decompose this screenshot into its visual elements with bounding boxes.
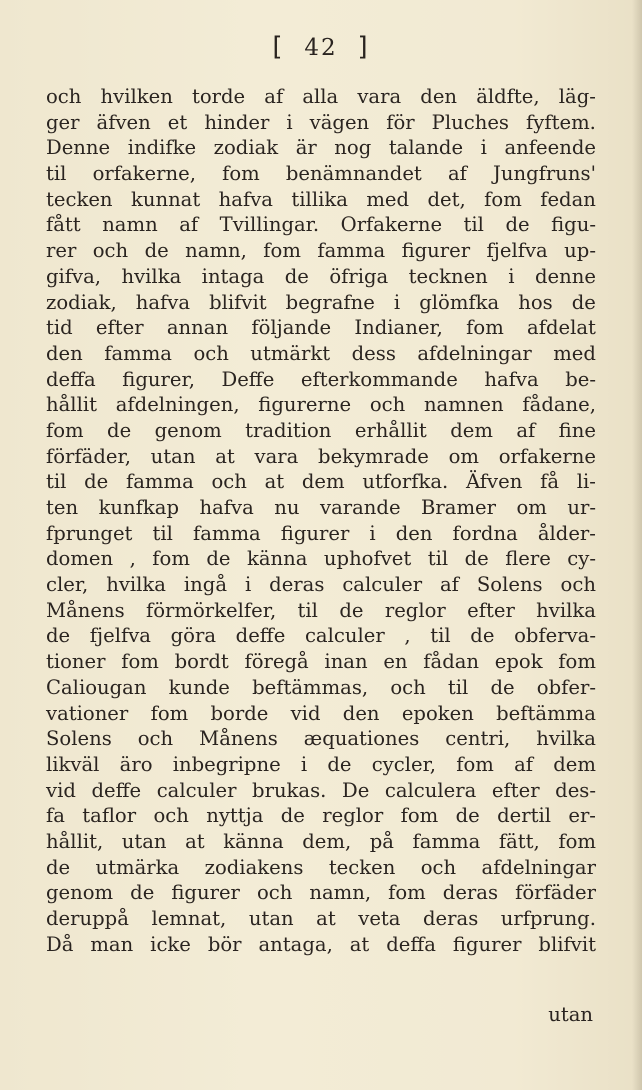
text-line: til de famma och at dem utforfka. Äfven få li- — [46, 470, 596, 494]
text-line: Månens förmörkelfer, til de reglor efter hvilka — [46, 598, 596, 622]
bracket-right: ] — [355, 32, 374, 62]
text-line: och hvilken torde af alla vara den äldfte, läg- — [46, 85, 596, 108]
text-line: fprunget til famma figurer i den fordna ålder- — [46, 521, 596, 545]
text-line: ten kunfkap hafva nu varande Bramer om ur- — [46, 496, 596, 519]
text-line: hållit afdelningen, figurerne och namnen fådane, — [46, 393, 596, 417]
text-line: vationer fom borde vid den epoken beftämma — [46, 701, 596, 725]
text-line: förfäder, utan at vara bekymrade om orfakerne — [46, 444, 596, 468]
text-line: Caliougan kunde beftämmas, och til de obfer- — [46, 675, 596, 699]
text-line: til orfakerne, fom benämnandet af Jungfruns' — [46, 162, 596, 186]
text-line: fått namn af Tvillingar. Orfakerne til de figu- — [46, 213, 596, 237]
text-line: Solens och Månens æquationes centri, hvilka — [46, 727, 596, 751]
bracket-left: [ — [268, 32, 287, 62]
text-line: de fjelfva göra deffe calculer , til de obferva- — [46, 624, 596, 648]
text-line: tecken kunnat hafva tillika med det, fom fedan — [46, 187, 596, 211]
page-number: 42 — [304, 35, 338, 61]
text-line: likväl äro inbegripne i de cycler, fom af dem — [46, 752, 596, 776]
text-line: tioner fom bordt föregå inan en fådan epok fom — [46, 650, 596, 674]
text-line: Då man icke bör antaga, at deffa figurer blifvit — [46, 932, 596, 956]
text-line: fom de genom tradition erhållit dem af fine — [46, 418, 596, 442]
body-text — [46, 84, 596, 957]
text-line: rer och de namn, fom famma figurer fjelfva up- — [46, 239, 596, 263]
text-line: ger äfven et hinder i vägen för Pluches fyftem. — [46, 110, 596, 134]
text-line: fa taflor och nyttja de reglor fom de dertil er- — [46, 804, 596, 828]
text-line: Denne indifke zodiak är nog talande i anfeende — [46, 136, 596, 160]
text-line: deruppå lemnat, utan at veta deras urfprung. — [46, 907, 596, 930]
text-line: domen , fom de känna uphofvet til de flere cy- — [46, 547, 596, 571]
page-header — [0, 32, 642, 62]
text-line: de utmärka zodiakens tecken och afdelningar — [46, 855, 596, 879]
text-line: vid deffe calculer brukas. De calculera efter des- — [46, 778, 596, 802]
text-line: hållit, utan at känna dem, på famma fätt, fom — [46, 829, 596, 853]
text-line: gifva, hvilka intaga de öfriga tecknen i denne — [46, 264, 596, 288]
text-line: tid efter annan följande Indianer, fom afdelat — [46, 316, 596, 340]
catchword: utan — [548, 1003, 593, 1026]
text-line: genom de figurer och namn, fom deras förfäder — [46, 881, 596, 905]
page-edge-shadow — [632, 0, 642, 1090]
text-line: deffa figurer, Deffe efterkommande hafva be- — [46, 367, 596, 391]
text-line: den famma och utmärkt dess afdelningar med — [46, 341, 596, 365]
text-line: cler, hvilka ingå i deras calculer af Solens och — [46, 573, 596, 597]
text-line: zodiak, hafva blifvit begrafne i glömfka hos de — [46, 290, 596, 314]
